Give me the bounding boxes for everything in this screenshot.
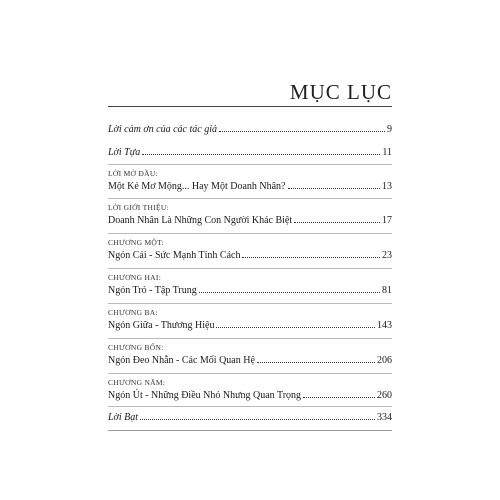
toc-entry-chapter-3[interactable] — [108, 320, 392, 332]
section-divider — [108, 198, 392, 199]
toc-entry-text: Ngón Trỏ - Tập Trung — [108, 285, 197, 296]
dot-leader — [199, 291, 380, 293]
toc-entry-chapter-2[interactable] — [108, 285, 392, 297]
toc-entry-text: Ngón Giữa - Thương Hiệu — [108, 320, 215, 331]
toc-entry-chapter-5[interactable] — [108, 390, 392, 402]
dot-leader — [142, 153, 380, 155]
toc-section-label: LỜI MỞ ĐẦU: — [108, 169, 158, 178]
section-divider — [108, 233, 392, 234]
dot-leader — [294, 221, 380, 223]
toc-section-label: CHƯƠNG BỐN: — [108, 343, 164, 352]
toc-section-label: CHƯƠNG MỘT: — [108, 238, 165, 247]
toc-entry-chapter-4[interactable] — [108, 355, 392, 367]
toc-entry-text: Lời cảm ơn của các tác giả — [108, 124, 217, 135]
toc-section-label: CHƯƠNG NĂM: — [108, 378, 166, 387]
toc-page-number: 81 — [382, 285, 392, 296]
toc-entry-acknowledgements[interactable] — [108, 124, 392, 136]
toc-page-number: 23 — [382, 250, 392, 261]
toc-entry-text: Ngón Cái - Sức Mạnh Tính Cách — [108, 250, 241, 261]
dot-leader — [140, 418, 375, 420]
toc-page-number: 9 — [387, 124, 392, 135]
section-divider — [108, 373, 392, 374]
section-divider — [108, 406, 392, 407]
toc-section-label: CHƯƠNG HAI: — [108, 273, 162, 282]
dot-leader — [219, 130, 385, 132]
section-divider — [108, 268, 392, 269]
toc-entry-foreword[interactable] — [108, 147, 392, 159]
toc-section-label: LỜI GIỚI THIỆU: — [108, 203, 170, 212]
toc-page-number: 334 — [377, 412, 392, 423]
toc-entry-text: Ngón Út - Những Điều Nhỏ Nhưng Quan Trọng — [108, 390, 302, 401]
bottom-rule — [108, 430, 392, 431]
dot-leader — [216, 326, 375, 328]
toc-page-number: 206 — [377, 355, 392, 366]
toc-entry-chapter-1[interactable] — [108, 250, 392, 262]
dot-leader — [288, 187, 381, 189]
toc-entry-text: Ngón Đeo Nhẫn - Các Mối Quan Hệ — [108, 355, 255, 366]
toc-page-number: 13 — [382, 181, 392, 192]
toc-entry-text: Lời Bạt — [108, 412, 139, 423]
toc-page-number: 143 — [377, 320, 392, 331]
dot-leader — [303, 396, 375, 398]
toc-entry-afterword[interactable] — [108, 412, 392, 424]
section-divider — [108, 303, 392, 304]
dot-leader — [257, 361, 375, 363]
toc-section-label: CHƯƠNG BA: — [108, 308, 158, 317]
page-title: MỤC LỤC — [289, 80, 392, 104]
title-rule — [108, 106, 392, 107]
section-divider — [108, 338, 392, 339]
toc-page-number: 17 — [382, 215, 392, 226]
dot-leader — [242, 256, 380, 258]
toc-entry-text: Doanh Nhân Là Những Con Người Khác Biệt — [108, 215, 293, 226]
toc-entry-text: Một Kẻ Mơ Mộng... Hay Một Doanh Nhân? — [108, 181, 286, 192]
toc-page-number: 260 — [377, 390, 392, 401]
section-divider — [108, 164, 392, 165]
toc-entry-text: Lời Tựa — [108, 147, 141, 158]
toc-entry-preface[interactable] — [108, 215, 392, 227]
toc-entry-introduction[interactable] — [108, 181, 392, 193]
toc-page-number: 11 — [382, 147, 392, 158]
